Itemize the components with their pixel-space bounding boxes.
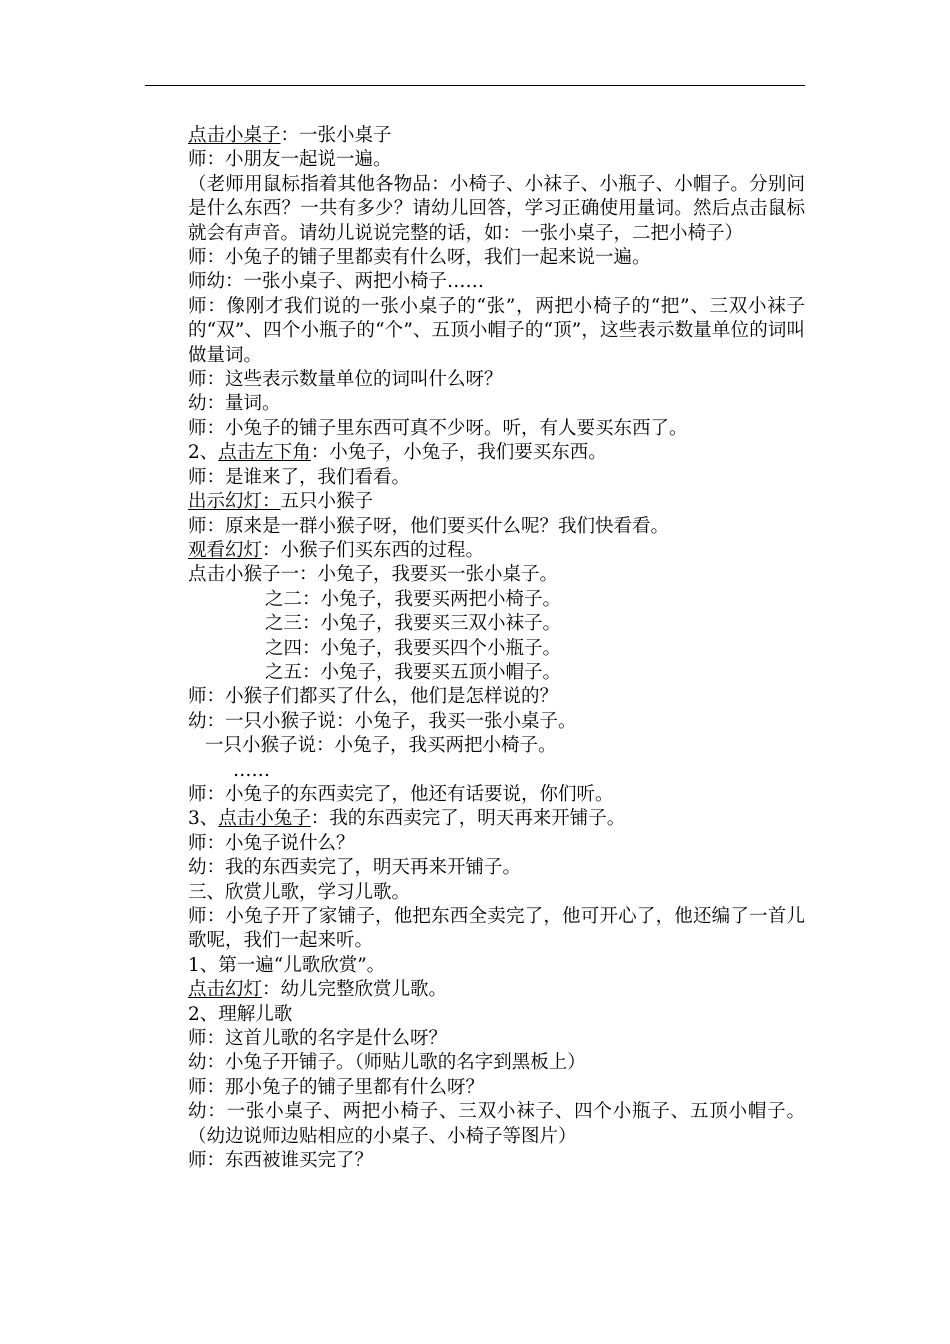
line: 师：小兔子的铺子里东西可真不少呀。听，有人要买东西了。 bbox=[188, 417, 688, 439]
line: 观看幻灯：小猴子们买东西的过程。 bbox=[188, 539, 485, 561]
underlined-term: 观看幻灯 bbox=[188, 539, 263, 561]
line: 之四：小兔子，我要买四个小瓶子。 bbox=[265, 637, 562, 659]
line: 师：是谁来了，我们看看。 bbox=[188, 466, 411, 488]
line: 幼：量词。 bbox=[188, 393, 281, 415]
line: 2、理解儿歌 bbox=[188, 1003, 293, 1025]
paragraph: 师：小兔子开了家铺子，他把东西全卖完了，他可开心了，他还编了一首儿歌呢，我们一起来听。 bbox=[188, 906, 805, 952]
line: 师：东西被谁买完了？ bbox=[188, 1150, 374, 1172]
line: 出示幻灯：五只小猴子 bbox=[188, 491, 374, 513]
line: 之二：小兔子，我要买两把小椅子。 bbox=[265, 588, 562, 610]
line: 之三：小兔子，我要买三双小袜子。 bbox=[265, 613, 562, 635]
line: 1、第一遍“儿歌欣赏”。 bbox=[188, 954, 386, 976]
underlined-term: 点击小桌子 bbox=[188, 125, 281, 146]
line: 师：小猴子们都买了什么，他们是怎样说的？ bbox=[188, 686, 559, 708]
line: 之五：小兔子，我要买五顶小帽子。 bbox=[265, 661, 562, 683]
document-body bbox=[145, 124, 805, 1173]
line: 师：小兔子说什么？ bbox=[188, 832, 355, 854]
line: 师：小兔子的东西卖完了，他还有话要说，你们听。 bbox=[188, 783, 614, 805]
line: …… bbox=[233, 759, 270, 781]
line: 3、点击小兔子：我的东西卖完了，明天再来开铺子。 bbox=[188, 808, 626, 830]
line: 师：这些表示数量单位的词叫什么呀？ bbox=[188, 369, 503, 391]
paragraph: （老师用鼠标指着其他各物品：小椅子、小袜子、小瓶子、小帽子。分别问是什么东西？一共有多少？请幼儿回答，学习正确使用量词。然后点击鼠标就会有声音。请幼儿说说完整的话，如：一张小桌子，二把小椅子） bbox=[188, 173, 805, 244]
underlined-term: 点击小兔子 bbox=[218, 808, 311, 830]
line: 点击幻灯：幼儿完整欣赏儿歌。 bbox=[188, 979, 448, 1001]
paragraph: 师：像刚才我们说的一张小桌子的“张”，两把小椅子的“把”、三双小袜子的“双”、四个小瓶子的“个”、五顶小帽子的“顶”，这些表示数量单位的词叫做量词。 bbox=[188, 295, 805, 366]
line: 2、点击左下角：小兔子，小兔子，我们要买东西。 bbox=[188, 442, 607, 464]
line: 师：小朋友一起说一遍。 bbox=[188, 149, 392, 171]
header-rule bbox=[145, 85, 805, 86]
line: 三、欣赏儿歌，学习儿歌。 bbox=[188, 881, 411, 903]
paragraph: 幼：一张小桌子、两把小椅子、三双小袜子、四个小瓶子、五顶小帽子。（幼边说师边贴相应的小桌子、小椅子等图片） bbox=[188, 1101, 805, 1147]
line: 一只小猴子说：小兔子，我买两把小椅子。 bbox=[205, 735, 557, 757]
line: 师：小兔子的铺子里都卖有什么呀，我们一起来说一遍。 bbox=[188, 247, 651, 269]
underlined-term: 出示幻灯： bbox=[188, 491, 281, 513]
underlined-term: 点击左下角 bbox=[218, 442, 311, 464]
line: 点击小猴子一：小兔子，我要买一张小桌子。 bbox=[188, 564, 559, 586]
line: 幼：我的东西卖完了，明天再来开铺子。 bbox=[188, 857, 522, 879]
line: 师：那小兔子的铺子里都有什么呀？ bbox=[188, 1076, 485, 1098]
underlined-term: 点击幻灯 bbox=[188, 979, 263, 1001]
line: 师：这首儿歌的名字是什么呀？ bbox=[188, 1028, 448, 1050]
line: 幼：一只小猴子说：小兔子，我买一张小桌子。 bbox=[188, 710, 577, 732]
line: 师：原来是一群小猴子呀，他们要买什么呢？我们快看看。 bbox=[188, 515, 670, 537]
line: 师幼：一张小桌子、两把小椅子…… bbox=[188, 271, 485, 293]
line: 幼：小兔子开铺子。（师贴儿歌的名字到黑板上） bbox=[188, 1052, 586, 1074]
line: 点击小桌子：一张小桌子 bbox=[188, 125, 392, 146]
